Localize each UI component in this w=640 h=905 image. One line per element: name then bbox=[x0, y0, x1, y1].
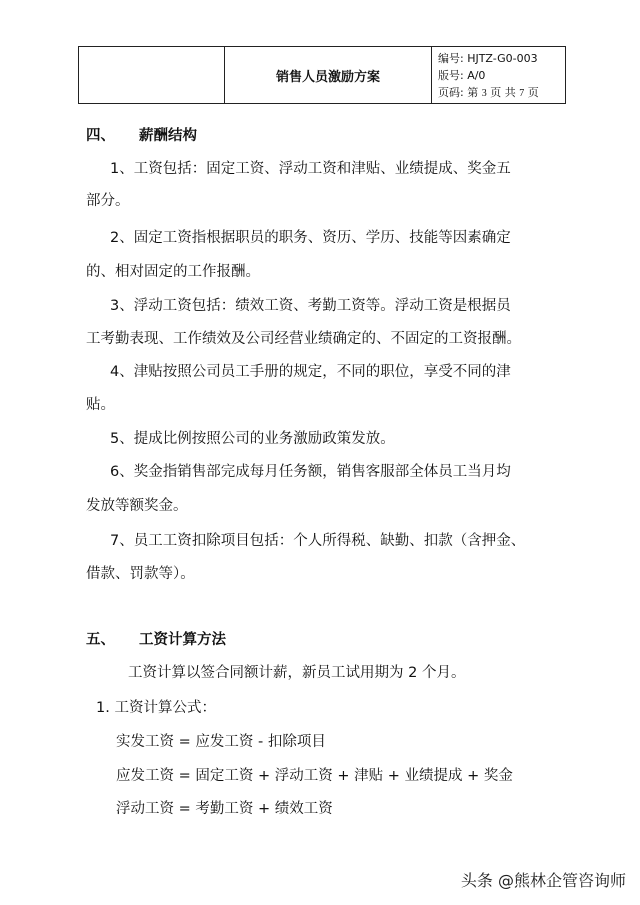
page-mid: 页 共 bbox=[490, 86, 516, 99]
formula-line: 浮动工资 = 考勤工资 + 绩效工资 bbox=[116, 801, 333, 817]
header-meta-cell bbox=[432, 47, 565, 103]
paragraph-line: 发放等额奖金。 bbox=[86, 498, 188, 514]
document-header-table bbox=[78, 46, 566, 104]
paragraph-line: 借款、罚款等）。 bbox=[86, 566, 195, 582]
section-4-title: 薪酬结构 bbox=[139, 128, 197, 144]
section-5-heading bbox=[86, 628, 226, 649]
formula-line: 实发工资 = 应发工资 - 扣除项目 bbox=[116, 734, 326, 750]
paragraph-line: 4、津贴按照公司员工手册的规定，不同的职位，享受不同的津 bbox=[110, 364, 511, 380]
paragraph-line: 1、工资包括：固定工资、浮动工资和津贴、业绩提成、奖金五 bbox=[110, 161, 511, 177]
paragraph-line: 2、固定工资指根据职员的职务、资历、学历、技能等因素确定 bbox=[110, 230, 511, 246]
paragraph-line: 7、员工工资扣除项目包括：个人所得税、缺勤、扣款（含押金、 bbox=[110, 533, 526, 549]
formula-line: 应发工资 = 固定工资 + 浮动工资 + 津贴 + 业绩提成 + 奖金 bbox=[116, 768, 513, 784]
paragraph-line: 贴。 bbox=[86, 397, 115, 413]
section-5-intro: 工资计算以签合同额计薪，新员工试用期为 2 个月。 bbox=[128, 665, 466, 681]
paragraph-line: 6、奖金指销售部完成每月任务额，销售客服部全体员工当月均 bbox=[110, 464, 511, 480]
page-current: 3 bbox=[481, 88, 487, 99]
section-5-number: 五、 bbox=[86, 632, 115, 648]
paragraph-line: 3、浮动工资包括：绩效工资、考勤工资等。浮动工资是根据员 bbox=[110, 298, 511, 314]
paragraph-line: 5、提成比例按照公司的业务激励政策发放。 bbox=[110, 431, 395, 447]
paragraph-line: 部分。 bbox=[86, 193, 130, 209]
section-4-number: 四、 bbox=[86, 128, 115, 144]
page-suffix: 页 bbox=[527, 86, 539, 99]
document-title: 销售人员激励方案 bbox=[225, 47, 432, 103]
list-item-1: 1. 工资计算公式： bbox=[96, 700, 216, 716]
header-logo-cell bbox=[79, 47, 225, 103]
document-code: 编号: HJTZ-G0-003 bbox=[438, 52, 538, 65]
page-number bbox=[438, 84, 565, 102]
section-5-title: 工资计算方法 bbox=[139, 632, 226, 648]
section-4-heading bbox=[86, 124, 197, 145]
page-total: 7 bbox=[519, 88, 525, 99]
paragraph-line: 工考勤表现、工作绩效及公司经营业绩确定的、不固定的工资报酬。 bbox=[86, 331, 521, 347]
document-version: 版号: A/0 bbox=[438, 69, 486, 82]
paragraph-line: 的、相对固定的工作报酬。 bbox=[86, 264, 260, 280]
page-label-prefix: 页码: 第 bbox=[438, 86, 479, 99]
watermark: 头条 @熊林企管咨询师 bbox=[460, 871, 626, 890]
